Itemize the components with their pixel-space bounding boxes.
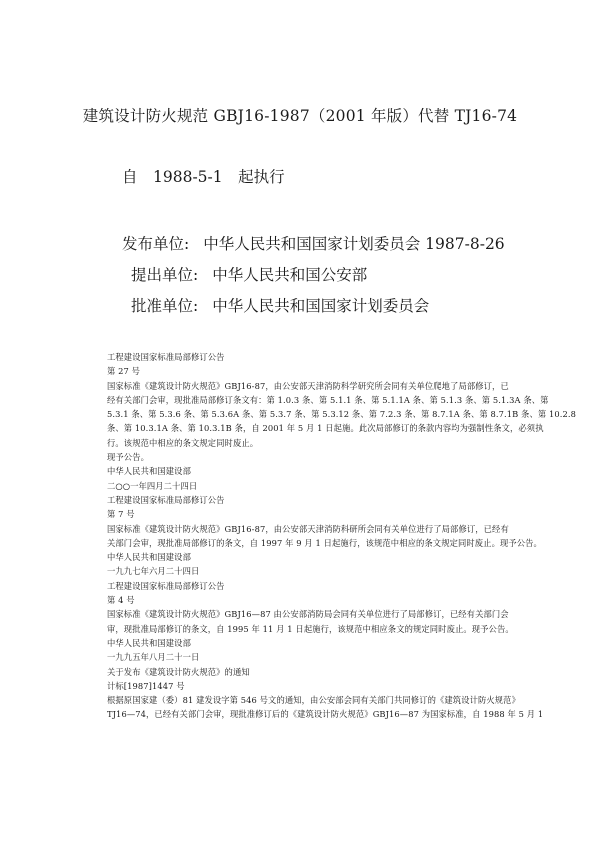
issuing-unit-label: 发布单位: <box>122 235 190 253</box>
notice-issuer: 中华人民共和国建设部 <box>107 637 191 648</box>
notice-text: 条、第 10.3.1A 条、第 10.3.1B 条，自 2001 年 5 月 1 日起施。此次局部修订的条款内容均为强制性条文，必须执 <box>107 423 544 434</box>
notice-date: 一九九七年六月二十四日 <box>107 566 200 577</box>
notice-title: 工程建设国家标准局部修订公告 <box>107 494 225 505</box>
notice-text: 现予公告。 <box>107 452 149 463</box>
notice-issuer: 中华人民共和国建设部 <box>107 466 191 477</box>
approving-unit-value: 中华人民共和国国家计划委员会 <box>212 297 430 315</box>
notice-text: 行。该规范中相应的条文规定同时废止。 <box>107 437 259 448</box>
notice-title: 工程建设国家标准局部修订公告 <box>107 352 225 362</box>
execution-date: 自 1988-5-1 起执行 <box>122 168 285 186</box>
proposing-unit-value: 中华人民共和国公安部 <box>212 266 368 284</box>
notice-date: 一九九五年八月二十一日 <box>107 652 200 663</box>
notice-number: 计标[1987]1447 号 <box>107 680 185 691</box>
notice-text: 经有关部门会审，现批准局部修订条文有：第 1.0.3 条、第 5.1.1 条、第 5.1.1A 条、第 5.1.3 条、第 5.1.3A 条、第 <box>107 394 549 405</box>
notice-text: 国家标准《建筑设计防火规范》GBJ16-87，由公安部天津消防科研所会同有关单位进行了局部修订，已经有 <box>107 523 509 534</box>
notice-text: 5.3.1 条、第 5.3.6 条、第 5.3.6A 条、第 5.3.7 条、第 5.3.12 条、第 7.2.3 条、第 8.7.1A 条、第 8.7.1B 条、第 10.2.8 <box>107 409 576 420</box>
approving-unit-label: 批准单位: <box>131 297 199 315</box>
notice-title: 关于发布《建筑设计防火规范》的通知 <box>107 666 250 677</box>
notice-number: 第 7 号 <box>107 509 135 520</box>
notice-title: 工程建设国家标准局部修订公告 <box>107 580 225 591</box>
notice-number: 第 4 号 <box>107 595 135 606</box>
notice-text: 审，现批准局部修订的条文，自 1995 年 11 月 1 日起施行，该规范中相应条文的规定同时废止。现予公告。 <box>107 623 514 634</box>
notice-text: 国家标准《建筑设计防火规范》GBJ16—87 由公安部消防局会同有关单位进行了局部修订，已经有关部门会 <box>107 609 509 620</box>
issuing-unit-value: 中华人民共和国国家计划委员会 1987-8-26 <box>203 235 505 253</box>
notice-issuer: 中华人民共和国建设部 <box>107 552 191 563</box>
proposing-unit-row <box>131 263 367 285</box>
notice-text: 根据原国家建（委）81 建发设字第 546 号文的通知，由公安部会同有关部门共同修订的《建筑设计防火规范》 <box>107 695 520 706</box>
notice-text: 关部门会审，现批准局部修订的条文，自 1997 年 9 月 1 日起施行，该规范中相应的条文规定同时废止。现予公告。 <box>107 537 542 548</box>
approving-unit-row <box>131 294 429 316</box>
notice-text: TJ16—74，已经有关部门会审，现批准修订后的《建筑设计防火规范》GBJ16—87 为国家标准，自 1988 年 5 月 1 <box>107 709 544 720</box>
revision-notices <box>107 350 576 722</box>
notice-number: 第 27 号 <box>107 366 141 377</box>
issuing-unit-row <box>122 232 505 254</box>
proposing-unit-label: 提出单位: <box>131 266 199 284</box>
notice-date: 二○○一年四月二十四日 <box>107 480 198 491</box>
document-title: 建筑设计防火规范 GBJ16-1987（2001 年版）代替 TJ16-74 <box>82 107 518 125</box>
notice-text: 国家标准《建筑设计防火规范》GBJ16-87，由公安部天津消防科学研究所会同有关单位爬地了局部修订，已 <box>107 380 509 391</box>
